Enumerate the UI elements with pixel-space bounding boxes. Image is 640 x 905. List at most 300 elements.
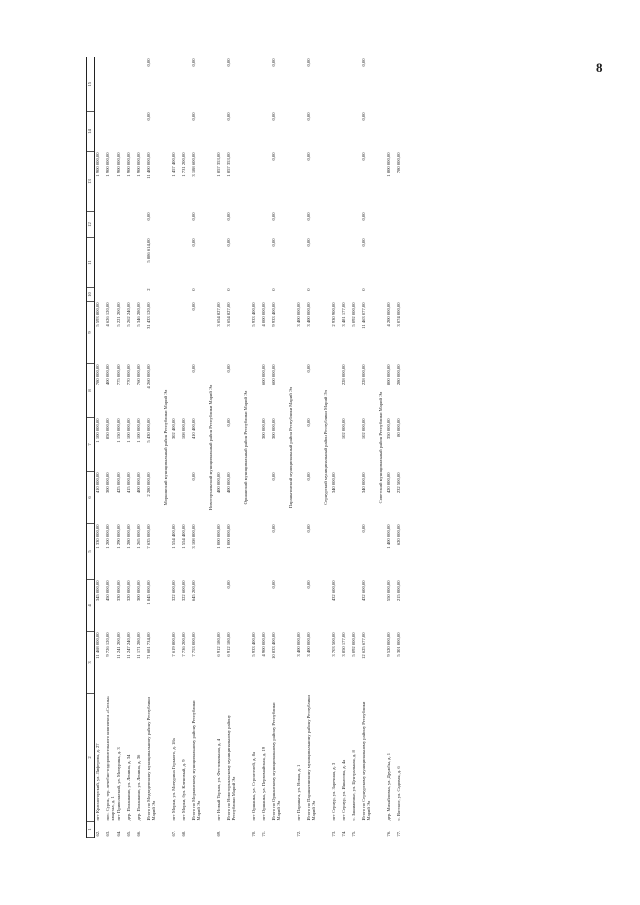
amount-cell — [351, 238, 361, 288]
amount-cell — [396, 112, 406, 152]
address-cell: пгт Параньга, ул. Новая, д. 1 — [295, 764, 301, 821]
row-number-cell — [271, 822, 285, 838]
address-cell: пгт Красногорский, ул. Лиферова, д. 27 — [95, 743, 100, 821]
amount-cell: 11 463 077,00 — [360, 302, 366, 329]
amount-cell — [116, 238, 126, 288]
amount-cell: 1 280 000,00 — [125, 524, 131, 549]
address-cell: с. Зашижемье, ул. Центральная, д. 8 — [350, 750, 356, 821]
district-total-row — [361, 58, 375, 838]
amount-cell — [251, 238, 261, 288]
column-header: 3 — [87, 632, 95, 694]
table-row — [331, 58, 341, 838]
amount-cell: 1 457 400,00 — [170, 152, 176, 177]
amount-cell: 7 753 000,00 — [190, 632, 196, 657]
amount-cell: 620 000,00 — [395, 524, 401, 546]
row-number-cell — [361, 822, 375, 838]
amount-cell — [261, 472, 271, 524]
amount-cell: 3 188 600,00 — [190, 152, 196, 177]
address-cell: дер. Михайловка, ул. Дружбы, д. 1 — [385, 752, 391, 821]
address-cell: с. Вятское, ул. Садовая, д. 6 — [395, 766, 401, 821]
row-number-cell: 73. — [330, 830, 336, 837]
amount-cell — [251, 112, 261, 152]
row-number-cell: 69. — [215, 830, 221, 837]
amount-cell — [216, 212, 226, 238]
address-cell: Итого по Моркинскому муниципальному району Республики Марий Эл — [190, 700, 202, 821]
amount-cell — [261, 58, 271, 112]
amount-cell — [136, 288, 146, 302]
district-section-label: Параньгинский муниципальный район Республики Марий Эл — [287, 386, 293, 509]
district-total-row — [271, 58, 285, 838]
amount-cell: 11 468 000,00 — [95, 632, 100, 659]
amount-cell — [296, 112, 306, 152]
column-header: 7 — [87, 418, 95, 472]
amount-cell — [296, 152, 306, 212]
amount-cell — [171, 238, 181, 288]
district-section-row — [375, 58, 386, 838]
amount-cell: 1 900 000,00 — [95, 152, 100, 177]
amount-cell — [116, 288, 126, 302]
amount-cell: 0,00 — [225, 580, 231, 589]
amount-cell — [181, 112, 191, 152]
amount-cell: 400 000,00 — [135, 472, 141, 494]
amount-cell: 12 625 677,00 — [360, 632, 366, 659]
amount-cell: 0,00 — [360, 238, 366, 247]
amount-cell: 0,00 — [305, 238, 311, 247]
amount-cell: 0,00 — [305, 212, 311, 221]
amount-cell — [341, 580, 351, 632]
table-row — [261, 58, 271, 838]
row-number-cell: 64. — [115, 830, 121, 837]
amount-cell: 322 600,00 — [170, 580, 176, 602]
amount-cell: 0,00 — [190, 112, 196, 121]
district-section-label: Сернурский муниципальный район Республики Марий Эл — [322, 390, 328, 505]
address-cell: пгт Оршанка, ул. Строителей, д. 8а — [250, 751, 256, 821]
address-cell: Итого по Новоторъяльскому муниципальному району Республики Марий Эл — [225, 714, 237, 821]
amount-cell — [341, 152, 351, 212]
amount-cell — [181, 364, 191, 418]
amount-cell — [126, 112, 136, 152]
amount-cell — [136, 238, 146, 288]
amount-cell — [116, 212, 126, 238]
amount-cell: 5 262 240,00 — [125, 302, 131, 327]
amount-cell — [126, 288, 136, 302]
amount-cell: 108 000,00 — [180, 418, 186, 440]
amount-cell: 0,00 — [270, 238, 276, 247]
amount-cell: 1 857 353,00 — [225, 152, 231, 177]
amount-cell — [251, 288, 261, 302]
amount-cell — [386, 58, 396, 112]
amount-cell — [296, 580, 306, 632]
amount-cell — [396, 58, 406, 112]
amount-cell: 3 400 000,00 — [295, 632, 301, 657]
amount-cell — [181, 288, 191, 302]
amount-cell — [331, 112, 341, 152]
amount-cell: 0 — [225, 288, 231, 291]
amount-cell: 340 000,00 — [360, 472, 366, 494]
amount-cell: 1 100 000,00 — [95, 418, 100, 443]
table-row — [296, 58, 306, 838]
amount-cell: 4 260 000,00 — [145, 364, 151, 389]
table-row — [171, 58, 181, 838]
amount-cell: 1 800 000,00 — [385, 152, 391, 177]
amount-cell — [261, 524, 271, 580]
amount-cell: 0,00 — [270, 212, 276, 221]
amount-cell: 1 900 000,00 — [115, 152, 121, 177]
amount-cell: 0,00 — [305, 580, 311, 589]
amount-cell — [351, 212, 361, 238]
amount-cell: 0,00 — [190, 238, 196, 247]
amount-cell: 1 100 000,00 — [135, 418, 141, 443]
amount-cell: 0 — [360, 288, 366, 291]
amount-cell: 5 301 000,00 — [395, 632, 401, 657]
row-number-cell: 74. — [340, 830, 346, 837]
amount-cell: 102 000,00 — [360, 418, 366, 440]
amount-cell: 0,00 — [225, 418, 231, 427]
amount-cell — [261, 152, 271, 212]
amount-cell — [105, 58, 116, 112]
amount-cell: 3 481 177,00 — [340, 302, 346, 327]
amount-cell: 1 900 000,00 — [125, 152, 131, 177]
amount-cell: 2 280 000,00 — [145, 472, 151, 497]
district-section-label: Советский муниципальный район Республики Марий Эл — [377, 391, 383, 504]
amount-cell: 11 241 200,00 — [115, 632, 121, 659]
amount-cell — [296, 58, 306, 112]
table-row — [341, 58, 351, 838]
amount-cell: 1 731 200,00 — [180, 152, 186, 177]
amount-cell: 0,00 — [145, 212, 151, 221]
district-section-label: Оршанский муниципальный район Республики Марий Эл — [242, 390, 248, 505]
amount-cell — [296, 472, 306, 524]
amount-cell — [386, 112, 396, 152]
amount-cell: 1 150 000,00 — [115, 418, 121, 443]
amount-cell — [216, 418, 226, 472]
amount-cell: 1 200 000,00 — [105, 524, 110, 549]
amount-cell — [396, 238, 406, 288]
amount-cell: 0,00 — [145, 58, 151, 67]
amount-cell: 228 000,00 — [360, 364, 366, 386]
amount-cell — [341, 238, 351, 288]
amount-cell — [251, 472, 261, 524]
amount-cell: 450 000,00 — [105, 580, 110, 602]
amount-cell: 4 000 000,00 — [260, 302, 266, 327]
column-header: 13 — [87, 152, 95, 212]
amount-cell: 770 000,00 — [125, 364, 131, 386]
amount-cell: 322 600,00 — [180, 580, 186, 602]
amount-cell — [351, 58, 361, 112]
amount-cell — [296, 364, 306, 418]
amount-cell — [261, 112, 271, 152]
amount-cell — [136, 58, 146, 112]
address-cell: пгт Приволжский, ул. Мичурина, д. 3 — [115, 747, 121, 821]
amount-cell — [351, 524, 361, 580]
amount-cell — [251, 580, 261, 632]
amount-cell: 420 000,00 — [385, 472, 391, 494]
table-row — [386, 58, 396, 838]
amount-cell — [171, 112, 181, 152]
amount-cell — [95, 112, 106, 152]
amount-cell — [396, 288, 406, 302]
amount-cell — [251, 212, 261, 238]
amount-cell — [95, 212, 106, 238]
amount-cell: 3 400 000,00 — [295, 302, 301, 327]
amount-cell: 11 247 240,00 — [125, 632, 131, 659]
amount-cell: 0,00 — [225, 112, 231, 121]
amount-cell — [105, 288, 116, 302]
column-header: 2 — [87, 694, 95, 822]
column-header: 12 — [87, 212, 95, 238]
amount-cell — [351, 152, 361, 212]
amount-cell: 400 000,00 — [105, 364, 110, 386]
district-total-row — [146, 58, 160, 838]
amount-cell: 7 635 000,00 — [145, 524, 151, 549]
amount-cell — [216, 580, 226, 632]
amount-cell: 5 221 200,00 — [115, 302, 121, 327]
amount-cell — [126, 58, 136, 112]
amount-cell: 2 930 900,00 — [330, 302, 336, 327]
amount-cell: 4 626 120,00 — [105, 302, 110, 327]
row-number-cell — [146, 822, 160, 838]
row-number-cell: 75. — [350, 830, 356, 837]
amount-cell — [116, 112, 126, 152]
amount-cell: 0,00 — [190, 302, 196, 311]
amount-cell: 550 000,00 — [385, 580, 391, 602]
column-header: 10 — [87, 288, 95, 302]
amount-cell — [296, 418, 306, 472]
amount-cell — [341, 524, 351, 580]
amount-cell: 645 200,00 — [190, 580, 196, 602]
amount-cell — [296, 238, 306, 288]
amount-cell: 302 400,00 — [170, 418, 176, 440]
amount-cell — [251, 524, 261, 580]
amount-cell — [171, 58, 181, 112]
amount-cell — [116, 58, 126, 112]
column-header: 6 — [87, 472, 95, 524]
amount-cell: 600 000,00 — [260, 364, 266, 386]
amount-cell — [331, 418, 341, 472]
amount-cell — [261, 288, 271, 302]
amount-cell — [296, 288, 306, 302]
amount-cell — [331, 524, 341, 580]
row-number-cell: 65. — [125, 830, 131, 837]
amount-cell: 0,00 — [305, 524, 311, 533]
amount-cell: 102 000,00 — [340, 418, 346, 440]
amount-cell — [331, 58, 341, 112]
amount-cell: 228 000,00 — [340, 364, 346, 386]
amount-cell — [351, 580, 361, 632]
amount-cell: 0,00 — [305, 112, 311, 121]
address-cell: Итого по Параньгинскому муниципальному району Республики Марий Эл — [305, 695, 317, 821]
table-row — [251, 58, 261, 838]
amount-cell: 0,00 — [360, 58, 366, 67]
amount-cell — [95, 58, 106, 112]
amount-cell: 0,00 — [225, 238, 231, 247]
amount-cell: 300 000,00 — [270, 418, 276, 440]
amount-cell: 9 933 400,00 — [270, 302, 276, 327]
district-total-row — [191, 58, 205, 838]
column-header: 9 — [87, 302, 95, 364]
amount-cell: 0,00 — [360, 112, 366, 121]
amount-cell: 400 000,00 — [225, 472, 231, 494]
amount-cell: 9 726 120,00 — [105, 632, 110, 657]
amount-cell: 432 600,00 — [330, 580, 336, 602]
amount-cell: 0 — [305, 288, 311, 291]
amount-cell: 3 850 177,00 — [340, 632, 346, 657]
table-row — [216, 58, 226, 838]
amount-cell: 0,00 — [305, 418, 311, 427]
amount-cell: 1 000 000,00 — [215, 524, 221, 549]
amount-cell: 4 900 000,00 — [260, 632, 266, 657]
amount-cell: 1 000 000,00 — [225, 524, 231, 549]
amount-cell: 31 433 120,00 — [145, 302, 151, 329]
amount-cell: 1 845 000,00 — [145, 580, 151, 605]
table-row — [396, 58, 406, 838]
address-cell: Итого по Медведевскому муниципальному району Республики Марий Эл — [145, 697, 157, 821]
amount-cell: 0,00 — [270, 580, 276, 589]
amount-cell — [171, 212, 181, 238]
amount-cell — [105, 212, 116, 238]
column-header: 1 — [87, 822, 95, 838]
amount-cell: 3 654 827,00 — [215, 302, 221, 327]
amount-cell: 215 000,00 — [395, 580, 401, 602]
amount-cell: 1 330 000,00 — [95, 524, 100, 549]
row-number-cell: 72. — [295, 830, 301, 837]
amount-cell — [181, 212, 191, 238]
amount-cell — [386, 288, 396, 302]
amount-cell: 3 400 000,00 — [305, 302, 311, 327]
row-number-cell: 68. — [180, 830, 186, 837]
amount-cell — [351, 472, 361, 524]
amount-cell: 1 400 000,00 — [385, 524, 391, 549]
row-number-cell: 76. — [385, 830, 391, 837]
amount-cell: 850 000,00 — [105, 418, 110, 440]
amount-cell: 80 000,00 — [395, 418, 401, 437]
row-number-cell: 71. — [260, 830, 266, 837]
amount-cell — [331, 238, 341, 288]
amount-cell: 350 000,00 — [385, 418, 391, 440]
amount-cell — [171, 364, 181, 418]
amount-cell: 5 346 280,00 — [135, 302, 141, 327]
amount-cell: 1 857 353,00 — [215, 152, 221, 177]
district-section-row — [240, 58, 251, 838]
amount-cell: 775 000,00 — [115, 364, 121, 386]
table-row — [116, 58, 126, 838]
amount-cell: 0,00 — [305, 58, 311, 67]
district-section-row — [160, 58, 171, 838]
amount-cell: 300 000,00 — [105, 472, 110, 494]
amount-cell: 6 912 180,00 — [215, 632, 221, 657]
amount-cell: 0,00 — [145, 112, 151, 121]
amount-cell: 0,00 — [270, 152, 276, 161]
amount-cell — [396, 212, 406, 238]
amount-cell: 780 000,00 — [395, 152, 401, 174]
amount-cell — [251, 418, 261, 472]
amount-cell — [341, 288, 351, 302]
amount-cell — [251, 364, 261, 418]
amount-cell — [261, 212, 271, 238]
capital-repair-table — [86, 58, 406, 839]
amount-cell: 300 000,00 — [135, 580, 141, 602]
amount-cell — [331, 288, 341, 302]
district-section-row — [320, 58, 331, 838]
amount-cell: 410 400,00 — [190, 418, 196, 440]
amount-cell: 5 933 400,00 — [250, 632, 256, 657]
amount-cell — [331, 152, 341, 212]
amount-cell: 1 900 000,00 — [105, 152, 110, 177]
amount-cell: 0,00 — [270, 112, 276, 121]
table-row — [105, 58, 116, 838]
amount-cell — [251, 58, 261, 112]
amount-cell: 340 000,00 — [330, 472, 336, 494]
address-cell: Итого по Сернурскому муниципальному району Республики Марий Эл — [360, 701, 372, 821]
amount-cell — [95, 288, 106, 302]
amount-cell — [181, 302, 191, 364]
amount-cell — [216, 288, 226, 302]
amount-cell — [181, 472, 191, 524]
address-cell: пгт Морки, ул. Мичурина Горького, д. 18а — [170, 738, 176, 821]
amount-cell: 425 000,00 — [115, 472, 121, 494]
table-row — [351, 58, 361, 838]
amount-cell: 2 — [145, 288, 151, 291]
column-header: 5 — [87, 524, 95, 580]
amount-cell: 330 000,00 — [115, 580, 121, 602]
amount-cell: 10 833 400,00 — [270, 632, 276, 659]
amount-cell — [126, 212, 136, 238]
row-number-cell: 70. — [250, 830, 256, 837]
column-header: 8 — [87, 364, 95, 418]
table-row — [136, 58, 146, 838]
amount-cell: 410 000,00 — [95, 472, 100, 494]
amount-cell: 0,00 — [305, 152, 311, 161]
amount-cell — [136, 212, 146, 238]
amount-cell — [261, 580, 271, 632]
amount-cell: 780 000,00 — [95, 364, 100, 386]
amount-cell — [331, 364, 341, 418]
row-number-cell: 67. — [170, 830, 176, 837]
amount-cell — [351, 418, 361, 472]
amount-cell: 345 000,00 — [95, 580, 100, 602]
district-total-row — [226, 58, 240, 838]
district-section-row — [205, 58, 216, 838]
amount-cell: 1 100 000,00 — [125, 418, 131, 443]
amount-cell — [95, 238, 106, 288]
row-number-cell: 66. — [135, 830, 141, 837]
district-section-label: Моркинский муниципальный район Республики Марий Эл — [162, 389, 168, 506]
amount-cell: 1 900 000,00 — [135, 152, 141, 177]
amount-cell — [251, 152, 261, 212]
address-cell: дер. Поланкино, ул. Ленина, д. 36 — [135, 754, 141, 821]
amount-cell — [126, 238, 136, 288]
amount-cell — [331, 212, 341, 238]
amount-cell: 0 — [190, 288, 196, 291]
amount-cell: 0,00 — [360, 152, 366, 161]
address-cell: Итого по Оршанскому муниципальному району Республики Марий Эл — [270, 702, 282, 821]
amount-cell — [351, 288, 361, 302]
amount-cell: 432 600,00 — [360, 580, 366, 602]
amount-cell: 0,00 — [190, 364, 196, 373]
amount-cell — [216, 58, 226, 112]
amount-cell — [341, 112, 351, 152]
amount-cell — [341, 472, 351, 524]
amount-cell — [171, 472, 181, 524]
amount-cell: 320 000,00 — [125, 580, 131, 602]
column-header: 14 — [87, 112, 95, 152]
address-cell: дер. Поланкино, ул. Ленина, д. 34 — [125, 754, 131, 821]
row-number-cell — [306, 822, 320, 838]
amount-cell: 0,00 — [225, 364, 231, 373]
amount-cell — [216, 238, 226, 288]
amount-cell: 3 400 000,00 — [305, 632, 311, 657]
table-row — [181, 58, 191, 838]
